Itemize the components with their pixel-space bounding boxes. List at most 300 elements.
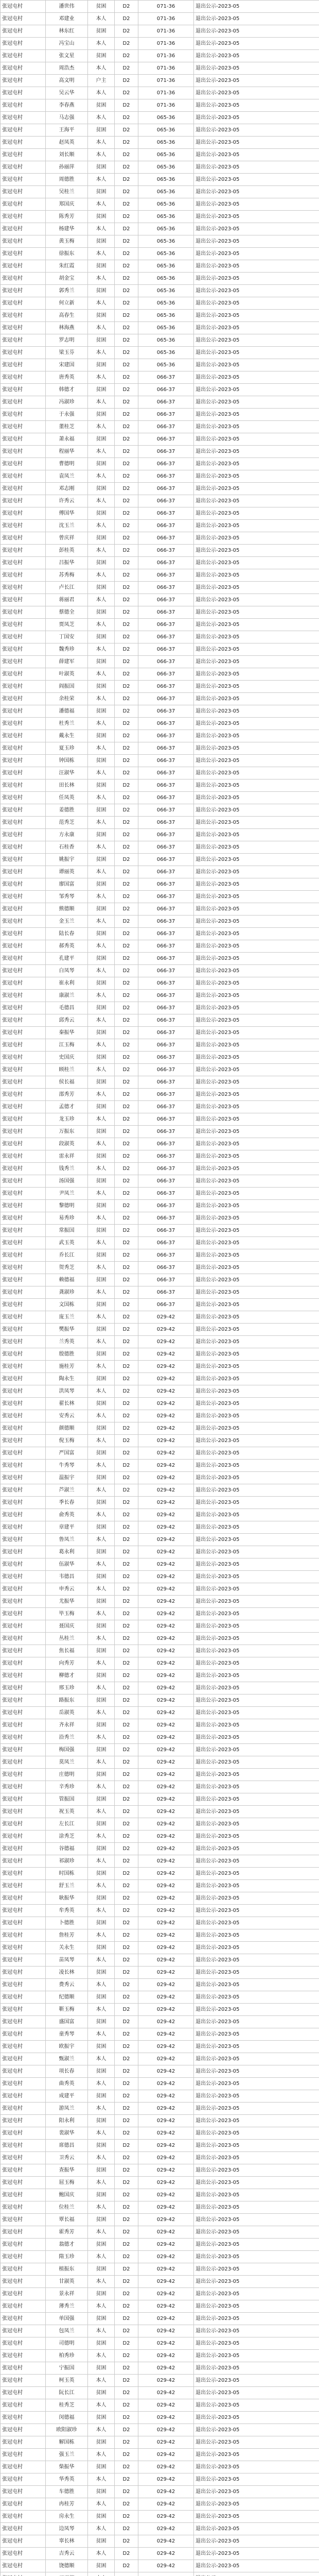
cell-code: 066-37 — [138, 1138, 194, 1150]
cell-relation: 贫困 — [88, 1546, 115, 1558]
cell-name: 黎德明 — [46, 1200, 88, 1212]
table-row — [1, 1781, 319, 1793]
cell-name: 车德胜 — [46, 2486, 88, 2498]
cell-code: 029-42 — [138, 1534, 194, 1546]
cell-code: 029-42 — [138, 2226, 194, 2239]
cell-village: 张冠屯村 — [1, 1694, 46, 1707]
cell-grade: D2 — [115, 1089, 138, 1101]
cell-grade: D2 — [115, 2473, 138, 2486]
cell-relation: 贫困 — [88, 260, 115, 273]
cell-status: 退出公示-2023-05 — [194, 483, 319, 495]
cell-relation: 本人 — [88, 1682, 115, 1694]
cell-grade: D2 — [115, 1200, 138, 1212]
cell-relation: 贫困 — [88, 532, 115, 545]
cell-relation: 本人 — [88, 990, 115, 1002]
cell-village: 张冠屯村 — [1, 198, 46, 211]
cell-relation: 贫困 — [88, 1694, 115, 1707]
table-row — [1, 2548, 319, 2560]
cell-relation: 本人 — [88, 841, 115, 854]
cell-status: 退出公示-2023-05 — [194, 2090, 319, 2103]
cell-code: 066-37 — [138, 1101, 194, 1113]
cell-grade: D2 — [115, 2313, 138, 2325]
cell-status: 退出公示-2023-05 — [194, 297, 319, 310]
cell-code: 066-37 — [138, 718, 194, 730]
table-row — [1, 1905, 319, 1917]
cell-village: 张冠屯村 — [1, 2263, 46, 2276]
cell-code: 029-42 — [138, 1373, 194, 1385]
cell-name: 梁玉芬 — [46, 347, 88, 359]
cell-code: 066-37 — [138, 1262, 194, 1274]
cell-relation: 本人 — [88, 1435, 115, 1447]
cell-grade: D2 — [115, 1892, 138, 1905]
cell-relation: 本人 — [88, 1954, 115, 1967]
cell-status: 退出公示-2023-05 — [194, 854, 319, 866]
cell-name: 余桂荣 — [46, 693, 88, 705]
cell-relation: 贫困 — [88, 1991, 115, 2004]
cell-code: 066-37 — [138, 779, 194, 792]
cell-relation: 贫困 — [88, 2214, 115, 2226]
cell-status: 退出公示-2023-05 — [194, 50, 319, 62]
table-row — [1, 804, 319, 817]
table-row — [1, 2436, 319, 2449]
table-row — [1, 1052, 319, 1064]
cell-grade: D2 — [115, 87, 138, 99]
cell-relation: 贫困 — [88, 285, 115, 297]
cell-relation: 贫困 — [88, 2535, 115, 2548]
table-row — [1, 668, 319, 681]
table-row — [1, 1101, 319, 1113]
cell-village: 张冠屯村 — [1, 1645, 46, 1657]
cell-code: 065-36 — [138, 174, 194, 186]
cell-relation: 贫困 — [88, 1002, 115, 1014]
cell-name: 严国富 — [46, 1447, 88, 1460]
cell-relation: 贫困 — [88, 2362, 115, 2375]
cell-name: 管振国 — [46, 1793, 88, 1806]
cell-status: 退出公示-2023-05 — [194, 1385, 319, 1398]
cell-name: 卫秀云 — [46, 2152, 88, 2164]
cell-grade: D2 — [115, 174, 138, 186]
cell-village: 张冠屯村 — [1, 1447, 46, 1460]
cell-relation: 贫困 — [88, 359, 115, 371]
cell-name: 高文明 — [46, 75, 88, 87]
table-row — [1, 2511, 319, 2523]
cell-grade: D2 — [115, 2041, 138, 2053]
cell-village: 张冠屯村 — [1, 804, 46, 817]
table-row — [1, 656, 319, 668]
cell-relation: 本人 — [88, 2548, 115, 2560]
table-row — [1, 2251, 319, 2263]
table-row — [1, 2449, 319, 2461]
cell-code: 065-36 — [138, 285, 194, 297]
cell-name: 葛永利 — [46, 1546, 88, 1558]
cell-name: 芦淑兰 — [46, 1484, 88, 1497]
cell-grade: D2 — [115, 1596, 138, 1608]
cell-name: 何立新 — [46, 297, 88, 310]
cell-status: 退出公示-2023-05 — [194, 1781, 319, 1793]
table-row — [1, 1558, 319, 1571]
table-row — [1, 2028, 319, 2041]
cell-code: 029-42 — [138, 1818, 194, 1831]
cell-code: 029-42 — [138, 1967, 194, 1979]
cell-village: 张冠屯村 — [1, 1868, 46, 1880]
cell-status: 退出公示-2023-05 — [194, 903, 319, 916]
table-row — [1, 2362, 319, 2375]
cell-name: 植振东 — [46, 2263, 88, 2276]
cell-village: 张冠屯村 — [1, 829, 46, 841]
cell-grade: D2 — [115, 730, 138, 742]
cell-code: 066-37 — [138, 1052, 194, 1064]
cell-grade: D2 — [115, 1052, 138, 1064]
cell-grade: D2 — [115, 1756, 138, 1769]
cell-relation: 本人 — [88, 1979, 115, 1991]
cell-village: 张冠屯村 — [1, 1991, 46, 2004]
cell-relation: 贫困 — [88, 1645, 115, 1657]
cell-code: 065-36 — [138, 235, 194, 248]
cell-village: 张冠屯村 — [1, 2276, 46, 2288]
cell-status: 退出公示-2023-05 — [194, 1, 319, 13]
table-row — [1, 2350, 319, 2362]
cell-code: 029-42 — [138, 1880, 194, 1892]
cell-grade: D2 — [115, 285, 138, 297]
cell-status: 退出公示-2023-05 — [194, 161, 319, 174]
cell-code: 029-42 — [138, 1608, 194, 1620]
cell-relation: 贫困 — [88, 1175, 115, 1188]
table-row — [1, 1880, 319, 1892]
cell-village: 张冠屯村 — [1, 2486, 46, 2498]
cell-relation: 贫困 — [88, 2263, 115, 2276]
cell-relation: 本人 — [88, 2004, 115, 2016]
cell-name: 时国栋 — [46, 1868, 88, 1880]
cell-grade: D2 — [115, 1460, 138, 1472]
cell-relation: 贫困 — [88, 2337, 115, 2350]
cell-name: 郭秀兰 — [46, 285, 88, 297]
cell-relation: 本人 — [88, 198, 115, 211]
cell-grade: D2 — [115, 928, 138, 940]
cell-status: 退出公示-2023-05 — [194, 977, 319, 990]
table-row — [1, 1113, 319, 1126]
table-row — [1, 2461, 319, 2473]
cell-status: 退出公示-2023-05 — [194, 1299, 319, 1311]
cell-relation: 贫困 — [88, 2164, 115, 2177]
cell-code: 029-42 — [138, 2189, 194, 2201]
cell-relation: 本人 — [88, 1460, 115, 1472]
cell-relation: 本人 — [88, 569, 115, 582]
cell-grade: D2 — [115, 2511, 138, 2523]
cell-name: 纪德顺 — [46, 1991, 88, 2004]
cell-grade: D2 — [115, 841, 138, 854]
cell-status: 退出公示-2023-05 — [194, 137, 319, 149]
cell-name: 涂秀芝 — [46, 1831, 88, 1843]
cell-village: 张冠屯村 — [1, 2511, 46, 2523]
cell-status: 退出公示-2023-05 — [194, 2127, 319, 2140]
cell-name: 江玉梅 — [46, 1039, 88, 1052]
cell-grade: D2 — [115, 2276, 138, 2288]
cell-status: 退出公示-2023-05 — [194, 2523, 319, 2535]
cell-code: 029-42 — [138, 1484, 194, 1497]
cell-status: 退出公示-2023-05 — [194, 891, 319, 903]
cell-grade: D2 — [115, 483, 138, 495]
cell-village: 张冠屯村 — [1, 2078, 46, 2090]
cell-village: 张冠屯村 — [1, 1212, 46, 1225]
table-row — [1, 1571, 319, 1583]
cell-status: 退出公示-2023-05 — [194, 705, 319, 718]
cell-village: 张冠屯村 — [1, 792, 46, 804]
cell-village: 张冠屯村 — [1, 1460, 46, 1472]
table-row — [1, 2041, 319, 2053]
cell-status: 退出公示-2023-05 — [194, 223, 319, 235]
table-row — [1, 532, 319, 545]
cell-name: 吴云华 — [46, 87, 88, 99]
cell-grade: D2 — [115, 1645, 138, 1657]
cell-village: 张冠屯村 — [1, 1385, 46, 1398]
cell-relation: 贫困 — [88, 1348, 115, 1361]
cell-grade: D2 — [115, 1744, 138, 1756]
cell-name: 辜长林 — [46, 2535, 88, 2548]
cell-relation: 本人 — [88, 2201, 115, 2214]
cell-code: 066-37 — [138, 631, 194, 643]
cell-code: 066-37 — [138, 520, 194, 532]
cell-name: 欧振宇 — [46, 2041, 88, 2053]
cell-relation: 贫困 — [88, 1892, 115, 1905]
cell-name: 桂秀芝 — [46, 2399, 88, 2412]
cell-relation: 贫困 — [88, 2090, 115, 2103]
cell-village: 张冠屯村 — [1, 841, 46, 854]
cell-grade: D2 — [115, 1497, 138, 1509]
table-row — [1, 2313, 319, 2325]
table-row — [1, 322, 319, 334]
table-row — [1, 1336, 319, 1348]
cell-name: 邓志刚 — [46, 483, 88, 495]
cell-relation: 贫困 — [88, 705, 115, 718]
cell-grade: D2 — [115, 13, 138, 25]
cell-relation: 本人 — [88, 1064, 115, 1076]
cell-status: 退出公示-2023-05 — [194, 2041, 319, 2053]
cell-status: 退出公示-2023-05 — [194, 2226, 319, 2239]
cell-grade: D2 — [115, 656, 138, 668]
cell-code: 029-42 — [138, 1620, 194, 1633]
cell-name: 包凤兰 — [46, 2325, 88, 2337]
cell-code: 029-42 — [138, 2560, 194, 2572]
cell-status: 退出公示-2023-05 — [194, 1373, 319, 1385]
cell-relation: 本人 — [88, 1929, 115, 1942]
cell-status: 退出公示-2023-05 — [194, 1435, 319, 1447]
cell-status: 退出公示-2023-05 — [194, 211, 319, 223]
cell-code: 029-42 — [138, 1509, 194, 1521]
cell-name: 薛建军 — [46, 656, 88, 668]
cell-code: 066-37 — [138, 891, 194, 903]
cell-code: 066-37 — [138, 409, 194, 421]
cell-code: 065-36 — [138, 186, 194, 198]
cell-relation: 贫困 — [88, 1126, 115, 1138]
cell-grade: D2 — [115, 1954, 138, 1967]
cell-village: 张冠屯村 — [1, 1410, 46, 1422]
cell-status: 退出公示-2023-05 — [194, 2337, 319, 2350]
table-row — [1, 297, 319, 310]
cell-village: 张冠屯村 — [1, 2560, 46, 2572]
cell-status: 退出公示-2023-05 — [194, 569, 319, 582]
cell-relation: 贫困 — [88, 334, 115, 347]
cell-village: 张冠屯村 — [1, 1324, 46, 1336]
cell-village: 张冠屯村 — [1, 2239, 46, 2251]
cell-grade: D2 — [115, 1880, 138, 1892]
cell-village: 张冠屯村 — [1, 470, 46, 483]
table-row — [1, 1991, 319, 2004]
table-row — [1, 1719, 319, 1732]
cell-code: 029-42 — [138, 2028, 194, 2041]
table-row — [1, 371, 319, 384]
table-row — [1, 854, 319, 866]
cell-grade: D2 — [115, 1299, 138, 1311]
cell-relation: 本人 — [88, 545, 115, 557]
cell-status: 退出公示-2023-05 — [194, 1324, 319, 1336]
table-row — [1, 13, 319, 25]
cell-village: 张冠屯村 — [1, 1880, 46, 1892]
cell-code: 065-36 — [138, 248, 194, 260]
cell-village: 张冠屯村 — [1, 483, 46, 495]
table-row — [1, 643, 319, 656]
cell-status: 退出公示-2023-05 — [194, 755, 319, 767]
cell-status: 退出公示-2023-05 — [194, 668, 319, 681]
cell-grade: D2 — [115, 371, 138, 384]
cell-code: 029-42 — [138, 2375, 194, 2387]
cell-name: 李春燕 — [46, 99, 88, 112]
table-row — [1, 112, 319, 124]
cell-village: 张冠屯村 — [1, 1744, 46, 1756]
table-row — [1, 1744, 319, 1756]
cell-grade: D2 — [115, 1732, 138, 1744]
cell-code: 029-42 — [138, 2177, 194, 2189]
cell-grade: D2 — [115, 2288, 138, 2300]
cell-code: 066-37 — [138, 495, 194, 507]
cell-code: 029-42 — [138, 1942, 194, 1954]
cell-grade: D2 — [115, 705, 138, 718]
cell-name: 潘世伟 — [46, 1, 88, 13]
table-row — [1, 1286, 319, 1299]
cell-status: 退出公示-2023-05 — [194, 1806, 319, 1818]
cell-relation: 本人 — [88, 643, 115, 656]
cell-status: 退出公示-2023-05 — [194, 38, 319, 50]
cell-status: 退出公示-2023-05 — [194, 1163, 319, 1175]
cell-status: 退出公示-2023-05 — [194, 2065, 319, 2078]
cell-status: 退出公示-2023-05 — [194, 545, 319, 557]
cell-name: 辛秀珍 — [46, 1781, 88, 1793]
cell-village: 张冠屯村 — [1, 260, 46, 273]
cell-name: 潘德福 — [46, 705, 88, 718]
cell-relation: 本人 — [88, 1361, 115, 1373]
cell-status: 退出公示-2023-05 — [194, 1472, 319, 1484]
cell-status: 退出公示-2023-05 — [194, 2436, 319, 2449]
cell-status: 退出公示-2023-05 — [194, 2498, 319, 2511]
table-row — [1, 50, 319, 62]
table-row — [1, 149, 319, 161]
cell-status: 退出公示-2023-05 — [194, 1076, 319, 1089]
cell-name: 翁德才 — [46, 2239, 88, 2251]
cell-name: 邹秀琴 — [46, 891, 88, 903]
cell-status: 退出公示-2023-05 — [194, 1027, 319, 1039]
cell-name: 席德昌 — [46, 2140, 88, 2152]
cell-status: 退出公示-2023-05 — [194, 470, 319, 483]
cell-relation: 本人 — [88, 62, 115, 75]
cell-village: 张冠屯村 — [1, 2028, 46, 2041]
cell-code: 029-42 — [138, 2053, 194, 2065]
cell-status: 退出公示-2023-05 — [194, 1311, 319, 1324]
cell-name: 盛国富 — [46, 2016, 88, 2028]
table-row — [1, 953, 319, 965]
cell-name: 廖国富 — [46, 878, 88, 891]
cell-code: 066-37 — [138, 1126, 194, 1138]
cell-village: 张冠屯村 — [1, 940, 46, 953]
cell-grade: D2 — [115, 903, 138, 916]
cell-village: 张冠屯村 — [1, 99, 46, 112]
cell-status: 退出公示-2023-05 — [194, 1633, 319, 1645]
cell-village: 张冠屯村 — [1, 2214, 46, 2226]
cell-grade: D2 — [115, 1929, 138, 1942]
cell-status: 退出公示-2023-05 — [194, 1620, 319, 1633]
cell-village: 张冠屯村 — [1, 174, 46, 186]
cell-status: 退出公示-2023-05 — [194, 1967, 319, 1979]
cell-name: 范秀芝 — [46, 817, 88, 829]
cell-village: 张冠屯村 — [1, 668, 46, 681]
cell-relation: 本人 — [88, 1707, 115, 1719]
cell-code: 029-42 — [138, 1410, 194, 1422]
cell-village: 张冠屯村 — [1, 495, 46, 507]
cell-relation: 贫困 — [88, 1101, 115, 1113]
cell-code: 066-37 — [138, 742, 194, 755]
cell-code: 029-42 — [138, 2424, 194, 2436]
cell-grade: D2 — [115, 2424, 138, 2436]
cell-status: 退出公示-2023-05 — [194, 1979, 319, 1991]
cell-name: 贺秀芝 — [46, 1262, 88, 1274]
cell-relation: 贫困 — [88, 1027, 115, 1039]
cell-grade: D2 — [115, 619, 138, 631]
cell-grade: D2 — [115, 2115, 138, 2127]
cell-grade: D2 — [115, 99, 138, 112]
cell-status: 退出公示-2023-05 — [194, 2016, 319, 2028]
cell-grade: D2 — [115, 1868, 138, 1880]
cell-village: 张冠屯村 — [1, 1, 46, 13]
cell-name: 赖德福 — [46, 1274, 88, 1286]
table-row — [1, 1324, 319, 1336]
cell-village: 张冠屯村 — [1, 1534, 46, 1546]
cell-code: 066-37 — [138, 1089, 194, 1101]
cell-status: 退出公示-2023-05 — [194, 112, 319, 124]
cell-grade: D2 — [115, 1188, 138, 1200]
cell-grade: D2 — [115, 273, 138, 285]
cell-name: 姚振宇 — [46, 854, 88, 866]
cell-village: 张冠屯村 — [1, 1831, 46, 1843]
cell-code: 029-42 — [138, 1361, 194, 1373]
cell-grade: D2 — [115, 1163, 138, 1175]
table-row — [1, 681, 319, 693]
cell-code: 029-42 — [138, 2214, 194, 2226]
cell-status: 退出公示-2023-05 — [194, 1645, 319, 1657]
cell-name: 卢长江 — [46, 582, 88, 594]
cell-grade: D2 — [115, 149, 138, 161]
cell-name: 徐振东 — [46, 248, 88, 260]
cell-village: 张冠屯村 — [1, 1818, 46, 1831]
cell-village: 张冠屯村 — [1, 1509, 46, 1521]
cell-relation: 贫困 — [88, 829, 115, 841]
cell-grade: D2 — [115, 1979, 138, 1991]
table-row — [1, 1373, 319, 1385]
table-row — [1, 310, 319, 322]
table-row — [1, 124, 319, 137]
cell-grade: D2 — [115, 1558, 138, 1571]
table-row — [1, 841, 319, 854]
cell-code: 029-42 — [138, 2313, 194, 2325]
cell-status: 退出公示-2023-05 — [194, 1719, 319, 1732]
cell-status: 退出公示-2023-05 — [194, 1855, 319, 1868]
